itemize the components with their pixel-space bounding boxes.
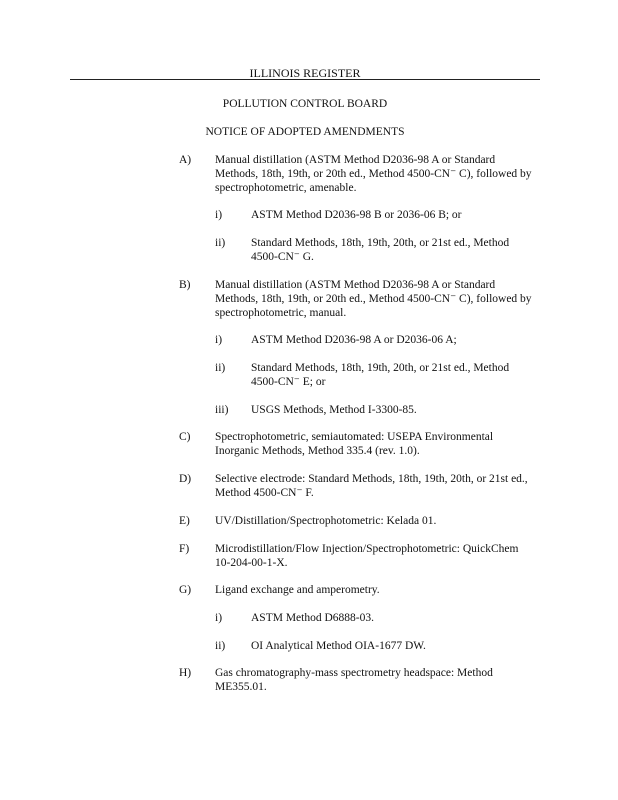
item-label: G) <box>179 584 192 596</box>
item-text: Gas chromatography-mass spectrometry headspace: Method ME355.01. <box>215 667 493 693</box>
subitem-text: Standard Methods, 18th, 19th, 20th, or 21st ed., Method 4500-CN⁻ G. <box>251 237 510 263</box>
item-label: A) <box>179 154 192 166</box>
register-title: ILLINOIS REGISTER <box>249 66 361 80</box>
item-text: UV/Distillation/Spectrophotometric: Kelada 01. <box>215 515 437 527</box>
subitem-text: ASTM Method D2036-98 B or 2036-06 B; or <box>251 209 462 221</box>
item-text: Manual distillation (ASTM Method D2036-98 A or Standard Methods, 18th, 19th, or 20th ed., Method 4500-CN⁻ C), followed by spectrophotometric, amenable. <box>215 154 532 194</box>
item-label: E) <box>179 515 190 527</box>
subitem-label: ii) <box>215 237 226 249</box>
item-label: F) <box>179 543 190 555</box>
item-text: Selective electrode: Standard Methods, 18th, 19th, 20th, or 21st ed., Method 4500-CN⁻ F. <box>215 473 528 499</box>
subitem-label: i) <box>215 334 223 346</box>
item-text: Ligand exchange and amperometry. <box>215 584 380 596</box>
subitem-label: ii) <box>215 362 226 374</box>
item-text: Microdistillation/Flow Injection/Spectrophotometric: QuickChem 10-204-00-1-X. <box>215 543 519 569</box>
subitem-label: i) <box>215 209 223 221</box>
subitem-text: ASTM Method D2036-98 A or D2036-06 A; <box>251 334 457 346</box>
subitem-text: OI Analytical Method OIA-1677 DW. <box>251 640 426 652</box>
subitem-label: ii) <box>215 640 226 652</box>
item-label: C) <box>179 431 191 443</box>
notice-title: NOTICE OF ADOPTED AMENDMENTS <box>205 126 405 138</box>
subitem-label: i) <box>215 612 223 624</box>
item-text: Manual distillation (ASTM Method D2036-98 A or Standard Methods, 18th, 19th, or 20th ed., Method 4500-CN⁻ C), followed by spectrophotometric, manual. <box>215 279 532 319</box>
item-label: D) <box>179 473 192 485</box>
subitem-text: ASTM Method D6888-03. <box>251 612 374 624</box>
header-rule <box>70 79 540 80</box>
item-text: Spectrophotometric, semiautomated: USEPA Environmental Inorganic Methods, Method 335.4 (rev. 1.0). <box>215 431 494 457</box>
item-label: B) <box>179 279 191 291</box>
board-title: POLLUTION CONTROL BOARD <box>222 98 388 110</box>
item-label: H) <box>179 667 192 679</box>
subitem-text: USGS Methods, Method I-3300-85. <box>251 404 417 416</box>
subitem-text: Standard Methods, 18th, 19th, 20th, or 21st ed., Method 4500-CN⁻ E; or <box>251 362 510 388</box>
subitem-label: iii) <box>215 404 229 416</box>
